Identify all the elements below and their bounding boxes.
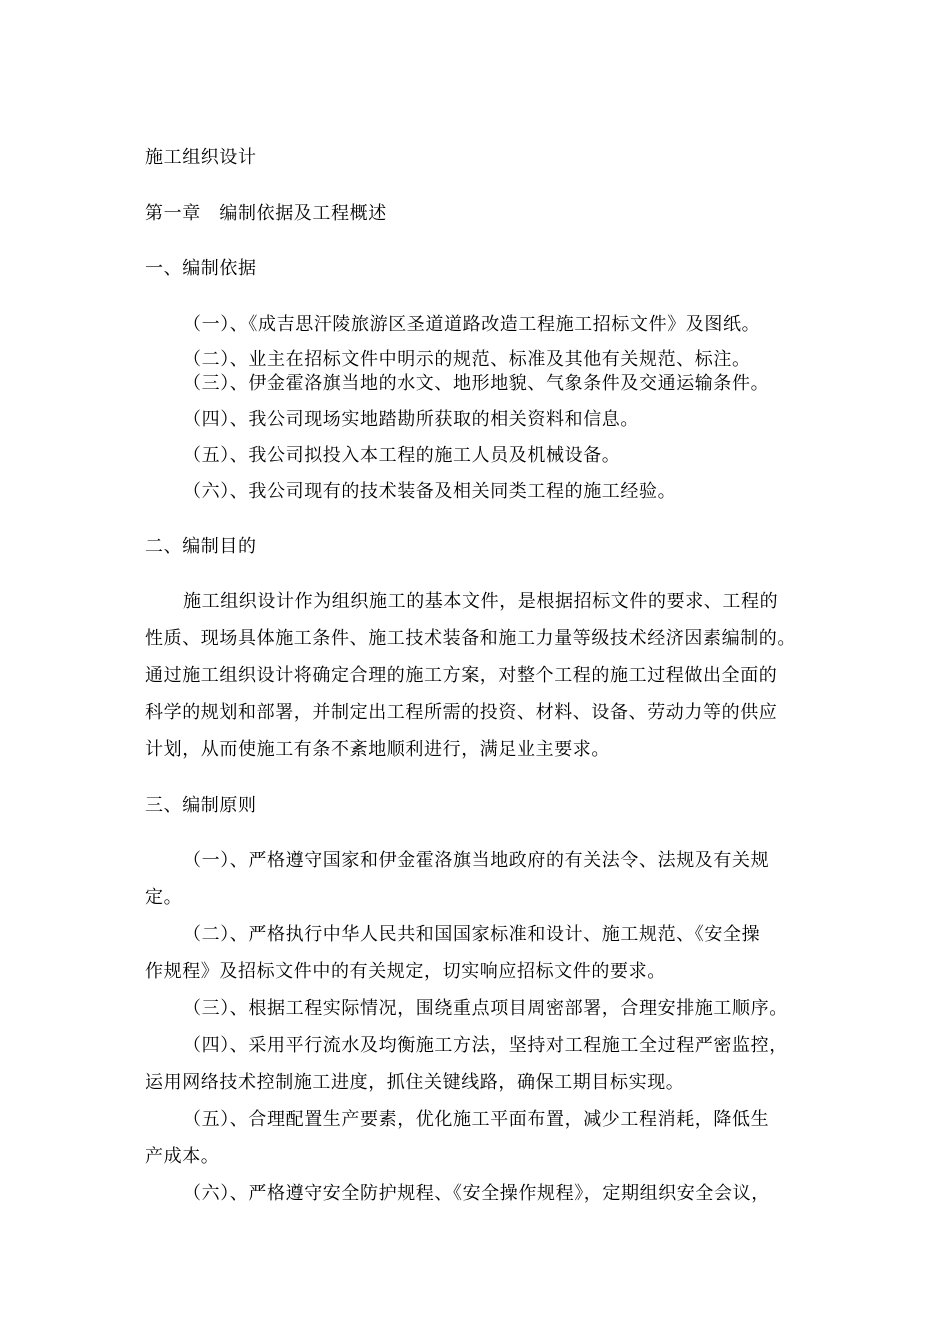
basis-item: （五）、我公司拟投入本工程的施工人员及机械设备。 bbox=[183, 445, 621, 466]
section-heading-purpose: 二、编制目的 bbox=[145, 536, 257, 557]
principle-line: （二）、严格执行中华人民共和国国家标准和设计、施工规范、《安全操 bbox=[183, 924, 761, 945]
principle-line: （四）、采用平行流水及均衡施工方法，坚持对工程施工全过程严密监控， bbox=[183, 1035, 788, 1056]
section-heading-basis: 一、编制依据 bbox=[145, 258, 257, 279]
purpose-paragraph-line: 性质、现场具体施工条件、施工技术装备和施工力量等级技术经济因素编制的。 bbox=[145, 628, 796, 649]
principle-line: （六）、严格遵守安全防护规程、《安全操作规程》，定期组织安全会议， bbox=[183, 1183, 770, 1204]
principle-line: 产成本。 bbox=[145, 1146, 220, 1167]
purpose-paragraph-line: 通过施工组织设计将确定合理的施工方案，对整个工程的施工过程做出全面的 bbox=[145, 665, 778, 686]
section-heading-principles: 三、编制原则 bbox=[145, 795, 257, 816]
principle-line: （三）、根据工程实际情况，围绕重点项目周密部署，合理安排施工顺序。 bbox=[183, 998, 788, 1019]
basis-item: （四）、我公司现场实地踏勘所获取的相关资料和信息。 bbox=[183, 409, 639, 430]
chapter-heading: 第一章 编制依据及工程概述 bbox=[145, 203, 387, 224]
principle-line: 运用网络技术控制施工进度，抓住关键线路，确保工期目标实现。 bbox=[145, 1072, 685, 1093]
purpose-paragraph-line: 施工组织设计作为组织施工的基本文件，是根据招标文件的要求、工程的 bbox=[183, 591, 779, 612]
basis-item: （三）、伊金霍洛旗当地的水文、地形地貌、气象条件及交通运输条件。 bbox=[183, 373, 770, 394]
purpose-paragraph-line: 科学的规划和部署，并制定出工程所需的投资、材料、设备、劳动力等的供应 bbox=[145, 702, 778, 723]
basis-item: （一）、《成吉思汗陵旅游区圣道道路改造工程施工招标文件》及图纸。 bbox=[183, 314, 761, 335]
principle-line: 定。 bbox=[145, 887, 183, 908]
basis-item: （六）、我公司现有的技术装备及相关同类工程的施工经验。 bbox=[183, 481, 677, 502]
purpose-paragraph-line: 计划，从而使施工有条不紊地顺利进行，满足业主要求。 bbox=[145, 739, 610, 760]
basis-item: （二）、业主在招标文件中明示的规范、标准及其他有关规范、标注。 bbox=[183, 349, 751, 370]
document-title: 施工组织设计 bbox=[145, 147, 257, 168]
principle-line: （一）、严格遵守国家和伊金霍洛旗当地政府的有关法令、法规及有关规 bbox=[183, 850, 770, 871]
principle-line: （五）、合理配置生产要素，优化施工平面布置，减少工程消耗，降低生 bbox=[183, 1109, 770, 1130]
principle-line: 作规程》及招标文件中的有关规定，切实响应招标文件的要求。 bbox=[145, 961, 666, 982]
